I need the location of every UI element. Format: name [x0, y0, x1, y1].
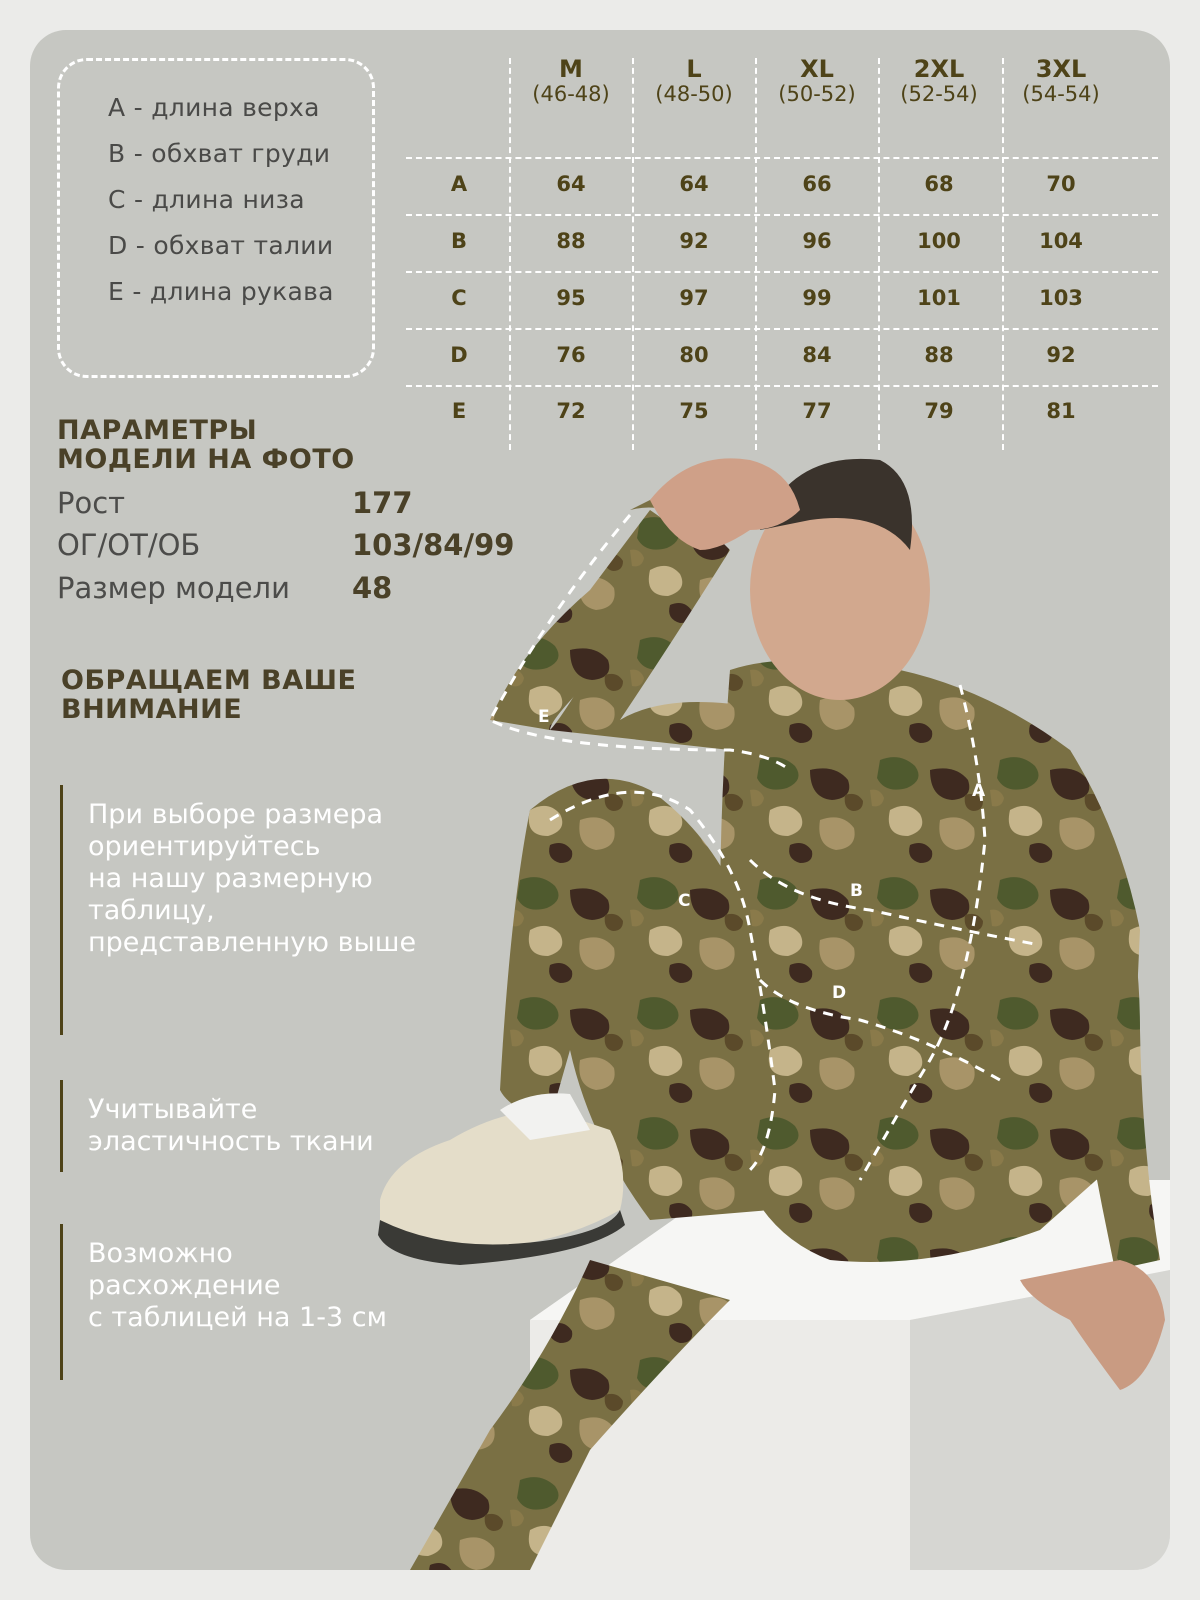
legend-item-e: E - длина рукава	[108, 277, 334, 306]
table-cell: 66	[802, 172, 832, 196]
table-cell: 70	[1046, 172, 1076, 196]
measurement-legend	[57, 58, 375, 378]
table-cell: 92	[679, 229, 709, 253]
table-cell: 103	[1039, 286, 1083, 310]
table-cell: 80	[679, 343, 709, 367]
table-row-divider	[406, 271, 1158, 273]
table-column-divider	[755, 58, 757, 450]
table-column-divider	[1002, 58, 1004, 450]
table-cell: 99	[802, 286, 832, 310]
param-value-height: 177	[352, 486, 413, 520]
table-cell: 96	[802, 229, 832, 253]
table-row-divider	[406, 157, 1158, 159]
size-name: 3XL	[1035, 55, 1087, 83]
size-name: XL	[800, 55, 834, 83]
size-range: (54-54)	[1022, 82, 1100, 106]
table-column-divider	[878, 58, 880, 450]
table-column-header	[756, 56, 878, 106]
table-cell: 81	[1046, 399, 1076, 423]
size-range: (46-48)	[532, 82, 610, 106]
table-cell: 84	[802, 343, 832, 367]
marker-e: E	[538, 707, 550, 727]
param-value-measurements: 103/84/99	[352, 528, 515, 562]
size-chart-card	[30, 30, 1170, 1570]
table-cell: 101	[917, 286, 961, 310]
table-row-divider	[406, 214, 1158, 216]
param-value-size: 48	[352, 571, 393, 605]
table-cell: 64	[679, 172, 709, 196]
legend-item-b: B - обхват груди	[108, 139, 331, 168]
legend-item-d: D - обхват талии	[108, 231, 334, 260]
table-column-divider	[509, 58, 511, 450]
table-cell: 95	[556, 286, 586, 310]
table-cell: 64	[556, 172, 586, 196]
legend-item-c: C - длина низа	[108, 185, 305, 214]
table-cell: 79	[924, 399, 954, 423]
table-row-label: E	[451, 399, 467, 423]
notice-bar	[60, 1080, 63, 1172]
table-cell: 100	[917, 229, 961, 253]
table-cell: 68	[924, 172, 954, 196]
table-row-label: C	[451, 286, 467, 310]
table-column-header	[633, 56, 755, 106]
table-cell: 72	[556, 399, 586, 423]
model-params-title: ПАРАМЕТРЫ МОДЕЛИ НА ФОТО	[57, 415, 355, 475]
size-name: L	[686, 55, 702, 83]
marker-d: D	[832, 983, 847, 1003]
notice-text: При выборе размера ориентируйтесь на нашу размерную таблицу, представленную выше	[88, 799, 417, 958]
marker-a: A	[972, 781, 986, 801]
marker-b: B	[850, 881, 863, 901]
notice-bar	[60, 785, 63, 1035]
notice-text: Возможно расхождение с таблицей на 1-3 см	[88, 1238, 387, 1333]
param-label-size: Размер модели	[57, 571, 290, 605]
notice-bar	[60, 1224, 63, 1380]
size-range: (52-54)	[900, 82, 978, 106]
table-row-divider	[406, 328, 1158, 330]
size-name: M	[559, 55, 583, 83]
table-row-label: B	[450, 229, 467, 253]
table-cell: 88	[924, 343, 954, 367]
size-range: (48-50)	[655, 82, 733, 106]
size-range: (50-52)	[778, 82, 856, 106]
table-cell: 88	[556, 229, 586, 253]
table-cell: 97	[679, 286, 709, 310]
size-name: 2XL	[913, 55, 965, 83]
table-row-label: A	[450, 172, 468, 196]
table-cell: 76	[556, 343, 586, 367]
size-table	[406, 56, 1158, 452]
table-cell: 104	[1039, 229, 1083, 253]
table-column-header	[1000, 56, 1122, 106]
table-cell: 77	[802, 399, 832, 423]
param-label-measurements: ОГ/ОТ/ОБ	[57, 528, 201, 562]
table-cell: 75	[679, 399, 709, 423]
table-column-divider	[632, 58, 634, 450]
table-cell: 92	[1046, 343, 1076, 367]
param-label-height: Рост	[57, 486, 126, 520]
legend-item-a: A - длина верха	[108, 93, 320, 122]
marker-c: C	[678, 891, 691, 911]
table-column-header	[878, 56, 1000, 106]
notice-text: Учитывайте эластичность ткани	[88, 1094, 374, 1157]
table-row-divider	[406, 385, 1158, 387]
table-row-label: D	[450, 343, 468, 367]
notice-title: ОБРАЩАЕМ ВАШЕ ВНИМАНИЕ	[61, 665, 357, 725]
table-column-header	[510, 56, 632, 106]
